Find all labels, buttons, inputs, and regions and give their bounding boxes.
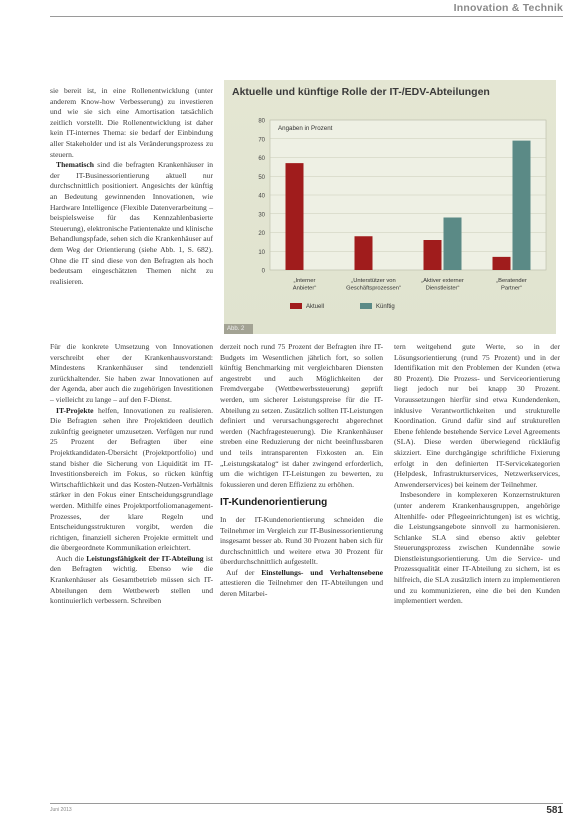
paragraph-text: attestieren die Teilnehmer den IT-Abteilungen und deren Mitarbei-	[220, 578, 383, 599]
section-label: Innovation & Technik	[453, 2, 563, 14]
y-tick-label: 10	[258, 249, 265, 256]
paragraph-text: helfen, Innovationen zu realisieren. Die Befragten sehen ihre Projektideen deutlich zukünftig geeigneter umzusetzen. Verfügen nur rund 25 Prozent der Befragten über eine Projektkandidaten-Übersicht (Projektportfolio) und stand bisher die Sicherung von Liquidität im IT-Investitionsbereich im Fokus, so rücken künftig Wirtschaftlichkeit und das Kosten-Nutzen-Verhältnis stärker in den Fokus einer Entscheidungsgrundlage werden. Mithilfe eines Projektportfoliomanagement-Prozesses, der klare Regeln und Entscheidungsstrukturen vorgibt, werden die richtigen, finanziell sicheren Projekte ermittelt und die übergeordnete Kommunikation erleichtert.	[50, 405, 213, 553]
y-axis-label: Angaben in Prozent	[278, 125, 333, 132]
category-label: „Beratender	[496, 278, 527, 284]
column-2	[220, 342, 383, 600]
y-tick-label: 50	[258, 174, 265, 181]
y-tick-label: 70	[258, 137, 265, 144]
category-label: „Interner	[293, 278, 316, 284]
bold-lead: Einstellungs- und Verhaltensebene	[261, 567, 383, 577]
legend-swatch-aktuell	[290, 303, 302, 309]
paragraph	[50, 554, 213, 607]
paragraph: derzeit noch rund 75 Prozent der Befragten ihre IT-Budgets im Wesentlichen jährlich fort, so sollen künftig Benchmarking mit vergleichbaren Diensten angestrebt und auch Möglichkeiten der Fremdvergabe (Wettbewerbssteuerung) geprüft werden, um sicherer Leistungspreise für die IT-Abteilung zu setzen. Zusätzlich sollten IT-Leistungen definiert und verursachungsgerecht abgerechnet werden (Nachfragesteuerung). Die Krankenhäuser streben eine Reduzierung der nicht beeinflussbaren und teils intransparenten Fixkosten an. Ein „Leistungskatalog“ ist daher zwingend erforderlich, um die wichtigen IT-Leistungen zu bewerten, zu fokussieren und deren Effizienz zu erhöhen.	[220, 342, 383, 489]
category-label: Geschäftsprozessen“	[346, 285, 401, 292]
bar-aktuell	[493, 257, 511, 270]
bar-chart	[224, 80, 556, 334]
figure-badge: Abb. 2	[224, 324, 253, 334]
bold-lead: IT-Projekte	[56, 405, 94, 415]
y-tick-label: 40	[258, 193, 265, 200]
chart-figure	[224, 80, 556, 334]
chart-title: Aktuelle und künftige Rolle der IT-/EDV-Abteilungen	[232, 86, 490, 98]
bar-aktuell	[286, 163, 304, 270]
y-tick-label: 60	[258, 156, 265, 162]
bar-aktuell	[424, 240, 442, 270]
bold-lead: Thematisch	[56, 160, 94, 170]
paragraph-text: sind die befragten Krankenhäuser in der IT-Businessorientierung aktuell nur durchschnittlich positioniert. Angesichts der künftig an Bedeutung gewinnenden Innovationen, wie Hardware Intelligence (Flexible Datenverarbeitung – beispielsweise für das Kennzahlenbasierte Steuerung), elektronische Patientenakte und klinische Behandlungspfade, sehen sich die Krankenhäuser auf dem Weg der Orientierung (siehe Abb. 1, S. 682). Ohne die IT sind diese von den Befragten als hoch bedeutsam eingeschätzten Themen nicht zu realisieren.	[50, 160, 214, 286]
paragraph: tern weitgehend gute Werte, so in der Lösungsorientierung (rund 75 Prozent) und in der Identifikation mit den Problemen der Kunden (etwa 80 Prozent). Die Prozess- und Serviceorientierung liegt jedoch nur bei knapp 30 Prozent. Voraussetzungen hierfür sind etwa Kundendenken, inklusive Verantwortlichkeiten und strukturelle Koordination. Grund dafür sind auf strukturellen Ebene fehlende bestehende Service Level Agreements (SLA). Diese werden überwiegend rückläufig skizziert. Eine durchgängige schriftliche Fixierung erfolgt in den definierten IT-Servicekategorien (Helpdesk, Infrastrukturservices, Netzwerkservices, Anwenderservices) bei keinem der Teilnehmer.	[394, 342, 560, 489]
paragraph	[50, 406, 213, 554]
paragraph: In der IT-Kundenorientierung schneiden die Teilnehmer im Vergleich zur IT-Businessorientierung insgesamt besser ab. Rund 30 Prozent haben sich für durchschnittlich und weitere etwa 30 Prozent für überdurchschnittlich aufgestellt.	[220, 514, 383, 567]
paragraph-text: Auch die	[56, 553, 87, 563]
column-1-top	[50, 86, 213, 287]
legend-swatch-künftig	[360, 303, 372, 309]
y-tick-label: 80	[258, 118, 265, 125]
paragraph	[220, 568, 383, 600]
y-tick-label: 0	[261, 268, 265, 275]
paragraph	[50, 160, 213, 287]
y-tick-label: 30	[258, 212, 265, 219]
paragraph: Insbesondere in komplexeren Konzernstrukturen (unter anderem Krankenhausgruppen, angehörige Altenhilfe- oder Pflegeeinrichtungen) ist es wichtig, die Leistungsangebote sinnvoll zu harmonisieren. Schlanke SLA sind ebenso aktiv gelebter Steuerungsprozess zwischen Kundennähe sowie Dienstleistungsorientierung. Um die Service- und Prozessqualität einer IT-Abteilung zu sichern, ist es hilfreich, die SLA zusätzlich intern zu implementieren und zu kommunizieren, eine die bei den Kunden implementiert werden.	[394, 490, 560, 606]
bar-künftig	[444, 218, 462, 271]
footer-rule	[50, 803, 563, 804]
bar-künftig	[513, 141, 531, 270]
header-rule	[50, 16, 563, 17]
bold-lead: Leistungsfähigkeit der IT-Abteilung	[86, 553, 204, 563]
category-label: Anbieter“	[292, 285, 317, 292]
paragraph-text: ist den Befragten wichtig. Ebenso wie die Krankenhäuser als Gesamtbetrieb müssen sich IT-Abteilungen dem Wettbewerb stellen und kontinuierlich verbessern. Schreiben	[50, 553, 213, 606]
category-label: Dienstleister“	[425, 285, 460, 292]
subheading: IT-Kundenorientierung	[220, 497, 328, 509]
y-tick-label: 20	[258, 231, 265, 237]
paragraph: Für die konkrete Umsetzung von Innovationen verschreibt eher der Krankenhausvorstand: Mindestens Krankenhäuser sind tendenziell zurückhaltender. Sie haben zwar Innovationen auf der Agenda, aber auch die zugehörigen Investitionen – vielleicht zu lange – auf den F-Dienst.	[50, 342, 213, 404]
column-3	[394, 342, 560, 607]
paragraph: sie bereit ist, in eine Rollenentwicklung (unter anderem Know-how Verbesserung) zu investieren und wie sie sich eine Amortisation tatsächlich zeitlich vorstellt. Die Rollenentwicklung ist daher kein IT-internes Thema: sie bedarf der Einbindung aller Stakeholder und ist als Veränderungsprozess zu steuern.	[50, 86, 213, 159]
bar-aktuell	[355, 236, 373, 270]
category-label: Partner“	[501, 285, 522, 292]
legend-label: Aktuell	[306, 304, 325, 310]
category-label: „Unterstützer von	[351, 278, 396, 284]
paragraph-text: Auf der	[226, 567, 262, 577]
page-number: 581	[546, 805, 563, 816]
legend-label: Künftig	[376, 304, 395, 310]
column-1-bottom	[50, 342, 213, 607]
category-label: „Aktiver externer	[421, 278, 464, 284]
footer-label: Juni 2013	[50, 807, 72, 813]
